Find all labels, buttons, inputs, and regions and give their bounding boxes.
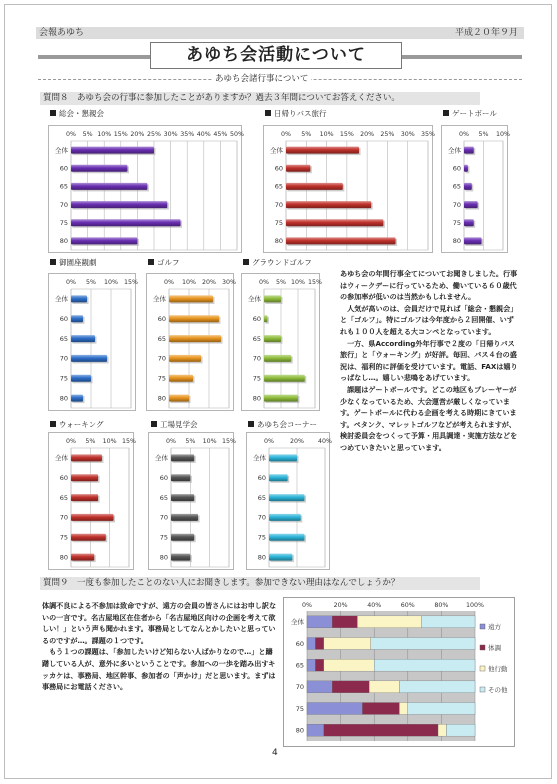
tick-label: 5% (86, 279, 96, 286)
tick-label: 15% (122, 438, 136, 445)
bar (71, 554, 94, 561)
category-label: 60 (252, 315, 261, 324)
stacked-segment (421, 616, 475, 628)
category-label: 75 (59, 374, 68, 383)
section-subtitle: あゆち会諸行事について (212, 74, 311, 84)
page-title: あゆち会活動について (186, 45, 366, 65)
category-label: 65 (59, 493, 68, 502)
category-label: 75 (295, 704, 304, 713)
bar (71, 315, 83, 322)
legend-label: 遠方 (488, 623, 501, 631)
plot-area (286, 141, 428, 250)
bar (264, 315, 267, 322)
stacked-segment (307, 659, 315, 671)
category-label: 70 (59, 354, 68, 363)
plot-area (171, 448, 229, 567)
bar (71, 454, 102, 461)
bar (171, 474, 190, 481)
bar (169, 355, 201, 362)
bar (71, 219, 181, 226)
category-label: 60 (295, 639, 304, 648)
bar (269, 514, 301, 521)
category-label: 75 (59, 533, 68, 542)
stacked-segment (374, 659, 475, 671)
tick-label: 20% (360, 131, 375, 138)
bar (171, 514, 198, 521)
bar (464, 237, 482, 244)
stacked-segment (307, 638, 315, 650)
tick-label: 10% (202, 438, 217, 445)
plot-area (169, 289, 229, 408)
tick-label: 80% (434, 602, 449, 609)
bar (269, 534, 304, 541)
stacked-segment (438, 724, 446, 736)
category-label: 70 (59, 200, 68, 209)
stacked-segment (307, 703, 362, 715)
category-label: 65 (59, 334, 68, 343)
tick-label: 40% (318, 438, 332, 445)
bar (169, 295, 213, 302)
chart-title-theater: 御園座観劇 (50, 258, 97, 268)
legend-swatch (480, 666, 485, 671)
tick-label: 40% (367, 602, 382, 609)
category-label: 75 (252, 374, 261, 383)
tick-label: 15% (113, 131, 128, 138)
bar (286, 219, 383, 226)
bar (286, 237, 396, 244)
bar (171, 494, 194, 501)
tick-label: 30% (222, 279, 236, 286)
category-label: 60 (452, 164, 461, 173)
category-label: 全体 (291, 618, 304, 627)
tick-label: 0% (166, 438, 176, 445)
bar (264, 395, 298, 402)
newsletter-name: 会報あゆち (39, 28, 85, 38)
tick-label: 45% (213, 131, 228, 138)
bar (71, 147, 154, 154)
bar (71, 237, 137, 244)
category-label: 65 (452, 182, 461, 191)
question-8: 質問８ あゆち会の行事に参加したことがありますか？過去３年間についてお答えください。 (40, 92, 480, 105)
chart-title-factory: 工場見学会 (151, 420, 198, 430)
chart-factory-tour (148, 432, 234, 570)
category-label: 80 (157, 394, 166, 403)
category-label: 65 (295, 661, 304, 670)
category-label: 70 (257, 513, 266, 522)
category-label: 70 (274, 200, 283, 209)
bar (71, 375, 91, 382)
tick-label: 10% (182, 279, 196, 286)
bar (169, 375, 193, 382)
bar (169, 315, 219, 322)
tick-label: 35% (180, 131, 195, 138)
category-label: 80 (59, 237, 68, 246)
chart-title-bus: 日帰りバス旅行 (265, 109, 327, 119)
category-label: 75 (157, 374, 166, 383)
chart-ground-golf (241, 273, 320, 411)
stacked-segment (399, 703, 407, 715)
chart-title-corner: あゆち会コーナー (248, 420, 317, 430)
tick-label: 0% (164, 279, 174, 286)
plot-area (71, 448, 129, 567)
tick-label: 10% (291, 279, 305, 286)
tick-label: 50% (230, 131, 244, 138)
question-9: 質問９ 一度も参加したことのない人にお聞きします。参加できない理由はなんでしょうか？ (40, 577, 480, 590)
tick-label: 10% (102, 438, 117, 445)
bar (71, 201, 167, 208)
bar (71, 395, 83, 402)
stacked-segment (315, 638, 323, 650)
bar (71, 494, 98, 501)
stacked-segment (324, 638, 371, 650)
category-label: 65 (274, 182, 283, 191)
tick-label: 5% (185, 438, 196, 445)
tick-label: 0% (264, 438, 274, 445)
category-label: 70 (295, 683, 304, 692)
legend-label: その他 (488, 686, 508, 694)
tick-label: 30% (400, 131, 415, 138)
bar (71, 295, 87, 302)
category-label: 75 (257, 533, 266, 542)
chart-gateball (441, 125, 508, 253)
stacked-segment (307, 681, 332, 693)
category-label: 60 (59, 164, 68, 173)
legend-swatch (480, 645, 485, 650)
tick-label: 25% (147, 131, 161, 138)
chart-ayuchi-corner (246, 432, 330, 570)
stacked-segment (315, 659, 323, 671)
tick-label: 5% (301, 131, 312, 138)
category-label: 60 (157, 315, 166, 324)
tick-label: 0% (66, 279, 76, 286)
category-label: 65 (59, 182, 68, 191)
bar (269, 454, 297, 461)
reasons-text: 体調不良による不参加は致命ですが、遠方の会員の皆さんにはお申し訳ないの一言です。名古屋地区在住者から「名古屋地区向けの企画を考えて欲しい！」という声も聞かれます。事務局としてなんとかしたいと思っているのですが…。課題の１つです。 もう１つの課題は、「参加したいけど知らない人ばかりなので…」と躊躇している人が、意外に多いということです。参加への一歩を踏み出すキッカケは、事務局、地区幹事、参加者の「声かけ」だと思います。まずは事務局にお電話ください。 (42, 601, 277, 692)
tick-label: 30% (163, 131, 178, 138)
plot-area (71, 289, 131, 408)
category-label: 全体 (55, 454, 68, 463)
tick-label: 20% (202, 279, 216, 286)
page-number: 4 (272, 748, 278, 758)
stacked-segment (357, 616, 421, 628)
category-label: 80 (59, 394, 68, 403)
legend-label: 他行動 (488, 665, 508, 673)
stacked-segment (408, 703, 475, 715)
tick-label: 10% (319, 131, 334, 138)
tick-label: 5% (85, 438, 96, 445)
bar (71, 183, 147, 190)
bar (464, 219, 474, 226)
category-label: 75 (159, 533, 168, 542)
tick-label: 100% (465, 602, 485, 609)
bar (464, 201, 478, 208)
bar (71, 474, 98, 481)
tick-label: 0% (281, 131, 291, 138)
category-label: 70 (452, 200, 461, 209)
category-label: 60 (159, 474, 168, 483)
category-label: 60 (274, 164, 283, 173)
category-label: 全体 (248, 295, 261, 304)
stacked-segment (369, 681, 399, 693)
bar (264, 335, 281, 342)
bar (71, 335, 95, 342)
category-label: 80 (59, 553, 68, 562)
bar (286, 147, 359, 154)
category-label: 80 (159, 553, 168, 562)
chart-golf (146, 273, 234, 411)
bar (464, 183, 472, 190)
tick-label: 15% (308, 279, 322, 286)
tick-label: 35% (421, 131, 435, 138)
category-label: 80 (295, 726, 304, 735)
stacked-segment (332, 681, 369, 693)
bar (71, 534, 106, 541)
bar (286, 201, 371, 208)
tick-label: 60% (400, 602, 415, 609)
bar (71, 355, 107, 362)
tick-label: 40% (196, 131, 211, 138)
category-label: 65 (157, 334, 166, 343)
bar (169, 335, 221, 342)
stacked-segment (324, 659, 374, 671)
commentary-text: あゆち会の年間行事全てについてお聞きしました。行事はウィークデーに行っているため、働いている６０歳代の参加率が低いのは当然かもしれません。 人気が高いのは、会員だけで見れば「総会・懇親会」と「ゴルフ」。特にゴルフは今年度から２回開催、いずれも１００人を超える大コンペとなっています。 一方、県According外年行事で２度の「日帰りバス旅行」と「ウォーキング」が好評。毎回、バス４台の盛況は、福利的に評価を受けています。電話、FAXは嬉りっぱなし…。嬉しい悲鳴をあげています。 課題はゲートボールです。どこの地区もプレーヤーが少なくなっているため、大会運営が厳しくなっています。ゲートボールに代わる企画を考える時期にきています。ペタンク、マレットゴルフなどが考えられますが、検討委員会をつくって予算・用具調達・実施方法などをつめていきたいと思っています。 (340, 269, 518, 452)
category-label: 80 (452, 237, 461, 246)
bar (269, 474, 288, 481)
bar (171, 454, 194, 461)
bar (169, 395, 189, 402)
category-label: 60 (59, 474, 68, 483)
bar (71, 165, 127, 172)
category-label: 65 (257, 493, 266, 502)
chart-theater (48, 273, 136, 411)
category-label: 75 (452, 219, 461, 228)
category-label: 80 (257, 553, 266, 562)
legend-swatch (480, 624, 485, 629)
category-label: 全体 (253, 454, 266, 463)
chart-title-gateball: ゲートボール (443, 109, 497, 119)
stacked-segment (307, 616, 332, 628)
category-label: 全体 (448, 146, 461, 155)
stacked-segment (332, 616, 357, 628)
tick-label: 20% (130, 131, 145, 138)
chart-title-golf: ゴルフ (148, 258, 180, 268)
bar (464, 147, 474, 154)
legend-label: 体調 (488, 644, 501, 652)
plot-area (264, 289, 315, 408)
bar (264, 295, 281, 302)
category-label: 80 (274, 237, 283, 246)
title-rule-right (402, 55, 522, 59)
bar (264, 375, 305, 382)
bar (171, 534, 194, 541)
tick-label: 20% (333, 602, 348, 609)
chart-walking (48, 432, 134, 570)
category-label: 65 (252, 334, 261, 343)
bar (269, 494, 304, 501)
tick-label: 10% (496, 131, 510, 138)
chart-title-ground-golf: グラウンドゴルフ (243, 258, 312, 268)
bar (464, 165, 468, 172)
stacked-segment (371, 638, 475, 650)
category-label: 75 (59, 219, 68, 228)
category-label: 60 (257, 474, 266, 483)
stacked-segment (362, 703, 399, 715)
bar (286, 183, 343, 190)
stacked-segment (446, 724, 475, 736)
chart-general-meeting (48, 125, 242, 253)
chart-nonparticipation-reasons (283, 597, 515, 747)
category-label: 全体 (155, 454, 168, 463)
tick-label: 15% (339, 131, 354, 138)
header-bar (36, 27, 524, 39)
plot-area (307, 611, 475, 741)
bar (171, 554, 190, 561)
tick-label: 15% (222, 438, 236, 445)
chart-title-walking: ウォーキング (50, 420, 103, 430)
tick-label: 0% (66, 438, 76, 445)
category-label: 全体 (55, 146, 68, 155)
tick-label: 0% (259, 279, 269, 286)
category-label: 全体 (270, 146, 283, 155)
tick-label: 10% (104, 279, 118, 286)
title-rule-left (38, 55, 150, 59)
tick-label: 15% (124, 279, 138, 286)
tick-label: 0% (302, 602, 312, 609)
category-label: 全体 (153, 295, 166, 304)
category-label: 60 (59, 315, 68, 324)
chart-title-general: 総会・懇親会 (50, 109, 104, 119)
category-label: 全体 (55, 295, 68, 304)
bar (264, 355, 291, 362)
category-label: 70 (252, 354, 261, 363)
chart-bus-trip (263, 125, 433, 253)
tick-label: 0% (66, 131, 76, 138)
bar (269, 554, 292, 561)
bar (71, 514, 114, 521)
bar (286, 165, 310, 172)
category-label: 75 (274, 219, 283, 228)
tick-label: 25% (380, 131, 395, 138)
category-label: 65 (159, 493, 168, 502)
tick-label: 20% (290, 438, 304, 445)
tick-label: 5% (478, 131, 489, 138)
category-label: 80 (252, 394, 261, 403)
tick-label: 10% (97, 131, 112, 138)
tick-label: 5% (276, 279, 286, 286)
legend-swatch (480, 687, 485, 692)
stacked-segment (307, 724, 324, 736)
tick-label: 5% (82, 131, 93, 138)
stacked-segment (324, 724, 438, 736)
category-label: 70 (157, 354, 166, 363)
stacked-segment (399, 681, 475, 693)
category-label: 70 (59, 513, 68, 522)
category-label: 70 (159, 513, 168, 522)
issue-date: 平成２０年９月 (455, 28, 519, 38)
tick-label: 0% (459, 131, 469, 138)
